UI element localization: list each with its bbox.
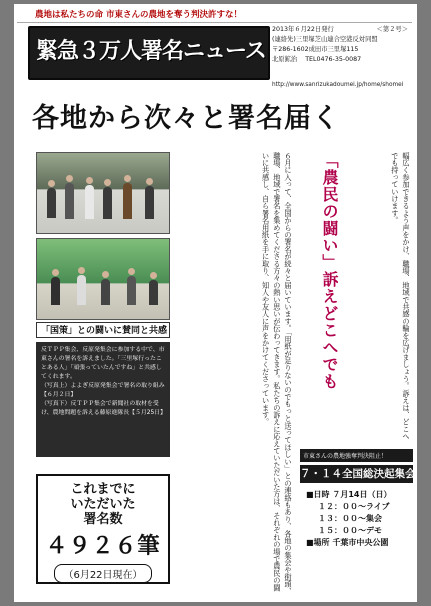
newsletter-page: [14, 4, 417, 602]
organization: (連絡先)三里塚芝山連合空港反対同盟: [272, 36, 378, 43]
newsletter-title: 緊急３万人署名ニュース: [36, 39, 266, 64]
notice-paragraph: 反ＴＰＰ集会、反原発集会に参加する中で、市東さんの署名を訴えました。「三里塚行ったことある人」「頑張っていたんですね」と共感してくれます。: [41, 347, 165, 380]
notice-paragraph: （写真上）よよぎ反原発集会で署名の取り組み【６月２日】: [41, 383, 165, 398]
address: 〒286-1602成田市三里塚115: [272, 46, 359, 53]
title-block: [28, 26, 270, 80]
telephone: TEL0476-35-0087: [305, 56, 362, 63]
photo-notice: [36, 342, 170, 457]
rally-photo-bottom: [36, 238, 170, 320]
website-url: http://www.sanrizukadoumei.jp/home/shomei: [272, 82, 404, 88]
tagline-band: [17, 7, 412, 23]
event-place: ■場所 千葉市中央公園: [306, 538, 389, 547]
tagline: 農地は私たちの命 市東さんの農地を奪う判決許すな！: [35, 10, 242, 20]
signature-count-box: [36, 474, 170, 584]
article-column-right: 幅広く参加できるよう声をかけ、職場、地域で共感の輪を広げましょう。訴えは、どこへでも持っていけます。: [390, 152, 411, 440]
issue-number: ＜第２号＞: [376, 26, 408, 33]
event-details: [306, 489, 391, 549]
vertical-headline: 「農民の闘い」訴えどこへでも: [320, 152, 339, 390]
article-column-main: ６月に入って、全国からの署名が続々と届いています。「用紙が足りないのでもっと送ってほしい」との連絡もあり、各地の集会や街頭、職場、地域で署名を集めてくださる方々の熱い思いが伝わってきます。私たちの訴えに応えていただいた方は、それぞれの場で農民の闘いに共感し、自ら署名用紙を手に取り、知人や友人に声をかけてくださっています。: [261, 152, 293, 595]
notice-paragraph: （写真下）反ＴＰＰ集会で新聞社の取材を受け、農地問題を訴える藤原進隊長【５月25日】: [41, 401, 167, 416]
event-demo: １５：００～デモ: [318, 526, 382, 535]
issue-date: 2013年６月22日発行: [272, 26, 334, 33]
event-announcement: [300, 447, 416, 595]
event-heading: ７・１４全国総決起集会: [300, 465, 413, 483]
headline-banner: 各地から次々と署名届く: [32, 103, 340, 134]
count-date: （6月22日現在）: [54, 564, 151, 583]
rally-photo-top: [36, 152, 170, 234]
issue-meta: [272, 25, 408, 65]
event-live: １２：００～ライブ: [318, 502, 390, 511]
event-label: 市東さんの農地強奪判決阻止！: [300, 449, 413, 462]
event-rally: １３：００～集会: [318, 514, 382, 523]
event-date: ■日時 ７月14日（日）: [306, 490, 392, 499]
signature-count: ４９２６筆: [45, 534, 161, 559]
contact-person: 北原鉱治: [272, 56, 298, 63]
photo-caption: 「国策」との闘いに賛同と共感: [36, 322, 170, 338]
count-label: これまでに いただいた 署名数: [70, 482, 136, 527]
